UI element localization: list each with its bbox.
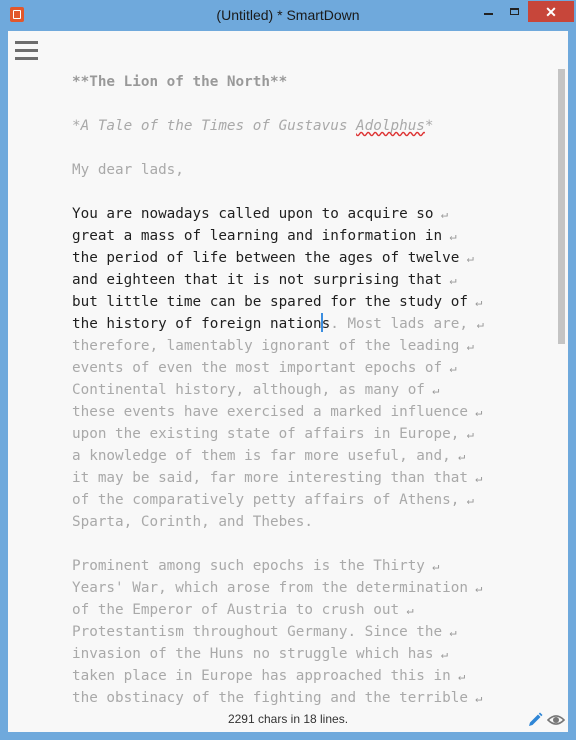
line-text: of the Emperor of Austria to crush out — [72, 602, 400, 618]
markdown-editor[interactable] — [72, 71, 552, 706]
editor-line — [72, 621, 552, 643]
line-text: but little time can be spared for the study of — [72, 294, 468, 310]
wrap-icon: ↵ — [459, 251, 474, 265]
editor-line — [72, 489, 552, 511]
subtitle-text: *A Tale of the Times of Gustavus — [72, 118, 357, 134]
editor-line-blank — [72, 137, 552, 159]
pencil-icon[interactable] — [527, 712, 543, 728]
editor-line-p1-end: Sparta, Corinth, and Thebes. — [72, 514, 314, 530]
line-text: it may be said, far more interesting than that — [72, 470, 468, 486]
line-text: Prominent among such epochs is the Thirty — [72, 558, 425, 574]
scrollbar-thumb[interactable] — [558, 69, 565, 344]
editor-line — [72, 357, 552, 379]
vertical-scrollbar[interactable] — [556, 69, 566, 701]
line-text: Protestantism throughout Germany. Since the — [72, 624, 443, 640]
caret-line-rest: . Most lads are, — [330, 316, 468, 332]
line-text: invasion of the Huns no struggle which has — [72, 646, 434, 662]
minimize-icon — [484, 13, 493, 15]
line-text: taken place in Europe has approached this in — [72, 668, 451, 684]
subtitle-end: * — [424, 118, 434, 134]
wrap-icon: ↵ — [467, 295, 483, 309]
editor-line — [72, 555, 552, 577]
close-button[interactable] — [528, 1, 574, 22]
editor-line — [72, 643, 552, 665]
caret-line-after: s — [321, 316, 331, 332]
wrap-icon: ↵ — [442, 273, 457, 287]
editor-line — [72, 445, 552, 467]
spelling-error[interactable]: Adolphus — [356, 118, 425, 134]
maximize-icon — [510, 8, 519, 15]
editor-line-dark — [72, 269, 552, 291]
close-icon: ✕ — [545, 3, 557, 20]
line-text: upon the existing state of affairs in Europe, — [72, 426, 460, 442]
wrap-icon: ↵ — [450, 669, 466, 683]
wrap-icon: ↵ — [459, 493, 474, 507]
wrap-icon: ↵ — [467, 471, 483, 485]
editor-line — [72, 379, 552, 401]
wrap-icon: ↵ — [433, 207, 448, 221]
editor-line-salutation: My dear lads, — [72, 162, 184, 178]
app-client-area — [8, 31, 568, 732]
maximize-button[interactable] — [501, 1, 527, 21]
wrap-icon: ↵ — [433, 647, 448, 661]
line-text: the period of life between the ages of twelve — [72, 250, 460, 266]
editor-line-dark — [72, 225, 552, 247]
editor-line — [72, 401, 552, 423]
editor-line — [72, 335, 552, 357]
editor-line-caret — [72, 313, 552, 335]
wrap-icon: ↵ — [424, 383, 440, 397]
line-text: these events have exercised a marked influence — [72, 404, 468, 420]
wrap-icon: ↵ — [442, 361, 457, 375]
editor-line-heading: **The Lion of the North** — [72, 74, 288, 90]
editor-line — [72, 599, 552, 621]
editor-line — [72, 467, 552, 489]
line-text: great a mass of learning and information in — [72, 228, 443, 244]
editor-line — [72, 577, 552, 599]
eye-icon[interactable] — [547, 713, 565, 727]
wrap-icon: ↵ — [476, 317, 484, 331]
status-bar — [8, 708, 568, 732]
status-text: 2291 chars in 18 lines. — [227, 712, 349, 726]
wrap-icon: ↵ — [459, 427, 474, 441]
editor-line-blank — [72, 181, 552, 203]
minimize-button[interactable] — [475, 1, 501, 21]
line-text: You are nowadays called upon to acquire so — [72, 206, 434, 222]
wrap-icon: ↵ — [442, 625, 457, 639]
line-text: the obstinacy of the fighting and the terrible — [72, 690, 468, 706]
wrap-icon: ↵ — [399, 603, 414, 617]
editor-line-blank — [72, 93, 552, 115]
line-text: Continental history, although, as many of — [72, 382, 425, 398]
wrap-icon: ↵ — [467, 405, 483, 419]
wrap-icon: ↵ — [450, 449, 466, 463]
hamburger-icon[interactable] — [15, 41, 39, 61]
editor-line — [72, 665, 552, 687]
editor-line-dark — [72, 291, 552, 313]
line-text: therefore, lamentably ignorant of the leading — [72, 338, 460, 354]
caret-line-before: the history of foreign nation — [72, 316, 322, 332]
window-title: (Untitled) * SmartDown — [216, 7, 360, 23]
wrap-icon: ↵ — [424, 559, 440, 573]
wrap-icon: ↵ — [442, 229, 457, 243]
title-bar[interactable] — [0, 0, 576, 31]
line-text: and eighteen that it is not surprising that — [72, 272, 443, 288]
wrap-icon: ↵ — [459, 339, 474, 353]
line-text: of the comparatively petty affairs of Athens, — [72, 492, 460, 508]
wrap-icon: ↵ — [467, 581, 483, 595]
line-text: Years' War, which arose from the determination — [72, 580, 468, 596]
wrap-icon: ↵ — [467, 691, 483, 705]
editor-line-dark — [72, 247, 552, 269]
editor-line-blank — [72, 533, 552, 555]
editor-line — [72, 687, 552, 706]
line-text: events of even the most important epochs of — [72, 360, 443, 376]
editor-line-subtitle — [72, 115, 552, 137]
editor-line — [72, 423, 552, 445]
line-text: a knowledge of them is far more useful, and, — [72, 448, 451, 464]
editor-line-dark — [72, 203, 552, 225]
